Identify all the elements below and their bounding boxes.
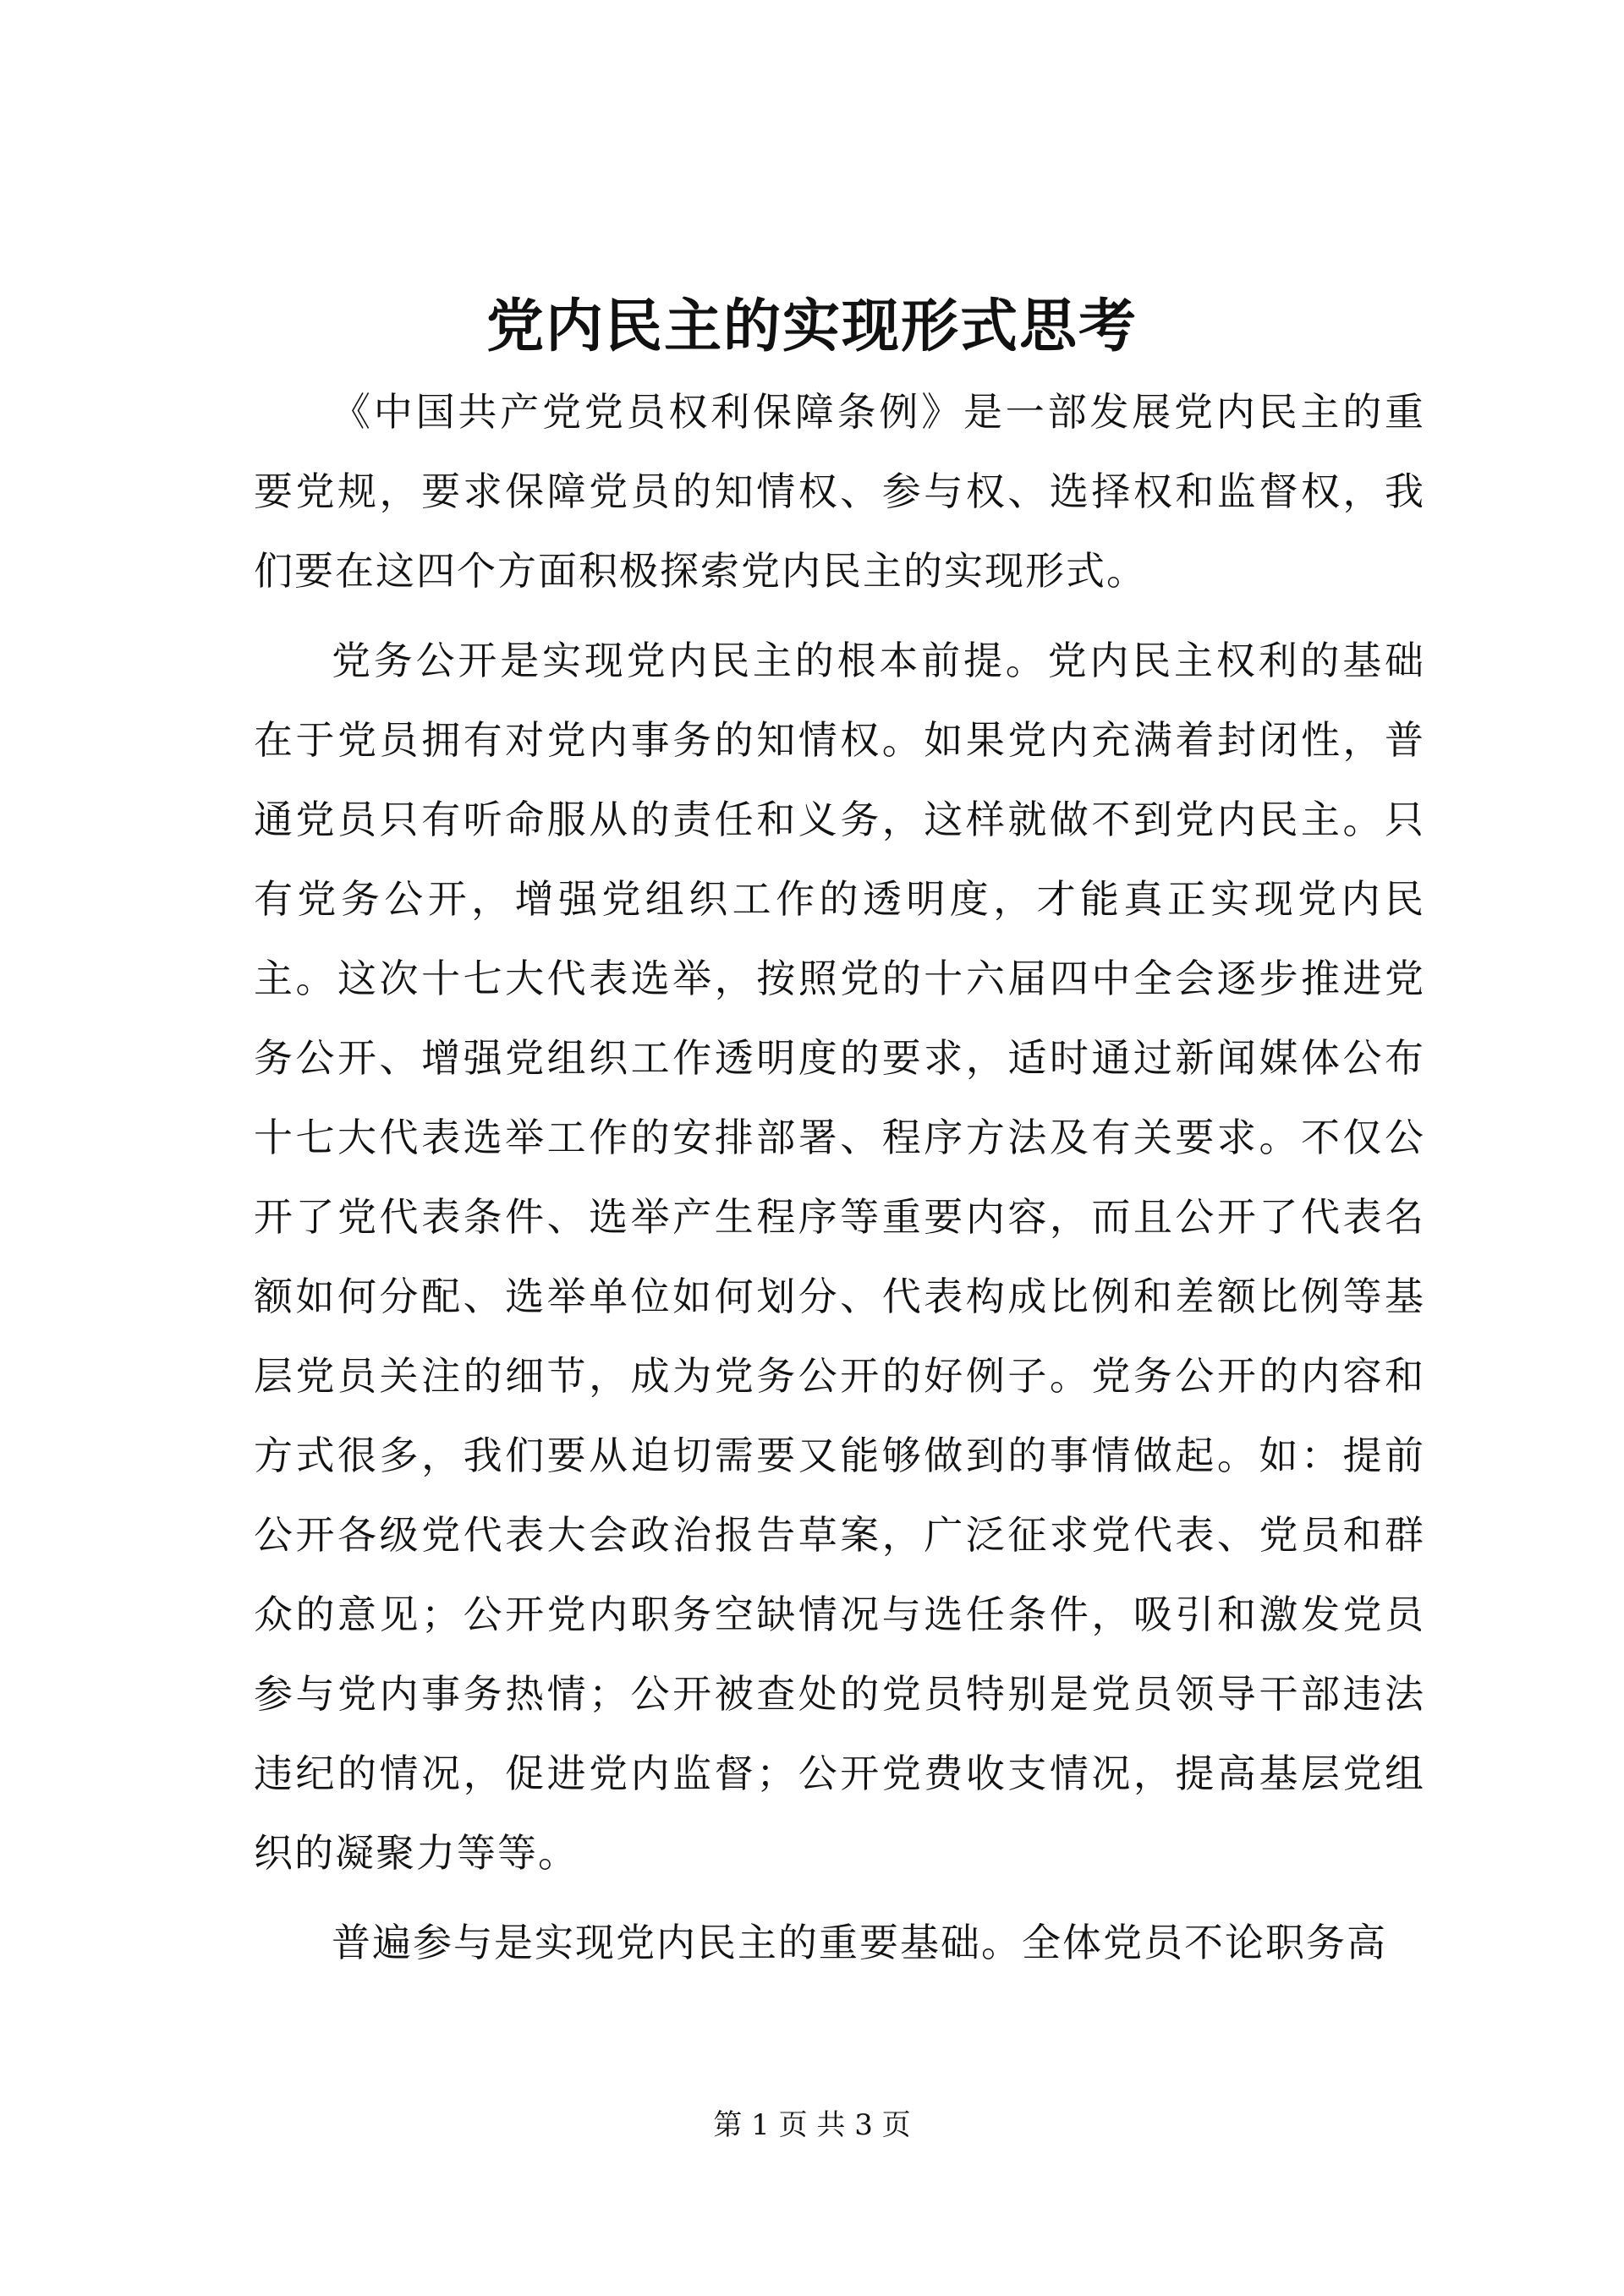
paragraph-party-affairs-openness: 党务公开是实现党内民主的根本前提。党内民主权利的基础在于党员拥有对党内事务的知情权。如果党内充满着封闭性，普通党员只有听命服从的责任和义务，这样就做不到党内民主。只有党务公开，增强党组织工作的透明度，才能真正实现党内民主。这次十七大代表选举，按照党的十六届四中全会逐步推进党务公开、增强党组织工作透明度的要求，适时通过新闻媒体公布十七大代表选举工作的安排部署、程序方法及有关要求。不仅公开了党代表条件、选举产生程序等重要内容，而且公开了代表名额如何分配、选举单位如何划分、代表构成比例和差额比例等基层党员关注的细节，成为党务公开的好例子。党务公开的内容和方式很多，我们要从迫切需要又能够做到的事情做起。如：提前公开各级党代表大会政治报告草案，广泛征求党代表、党员和群众的意见；公开党内职务空缺情况与选任条件，吸引和激发党员参与党内事务热情；公开被查处的党员特别是党员领导干部违法违纪的情况，促进党内监督；公开党费收支情况，提高基层党组织的凝聚力等等。 (254, 638, 1425, 1876)
paragraph-universal-participation: 普遍参与是实现党内民主的重要基础。全体党员不论职务高 (332, 1920, 1387, 1965)
paragraph-intro: 《中国共产党党员权利保障条例》是一部发展党内民主的重要党规，要求保障党员的知情权、参与权、选择权和监督权，我们要在这四个方面积极探索党内民主的实现形式。 (254, 389, 1425, 594)
document-title: 党内民主的实现形式思考 (486, 293, 1138, 360)
document-body (254, 372, 1425, 1992)
page-number-footer: 第 1 页 共 3 页 (713, 2108, 911, 2142)
